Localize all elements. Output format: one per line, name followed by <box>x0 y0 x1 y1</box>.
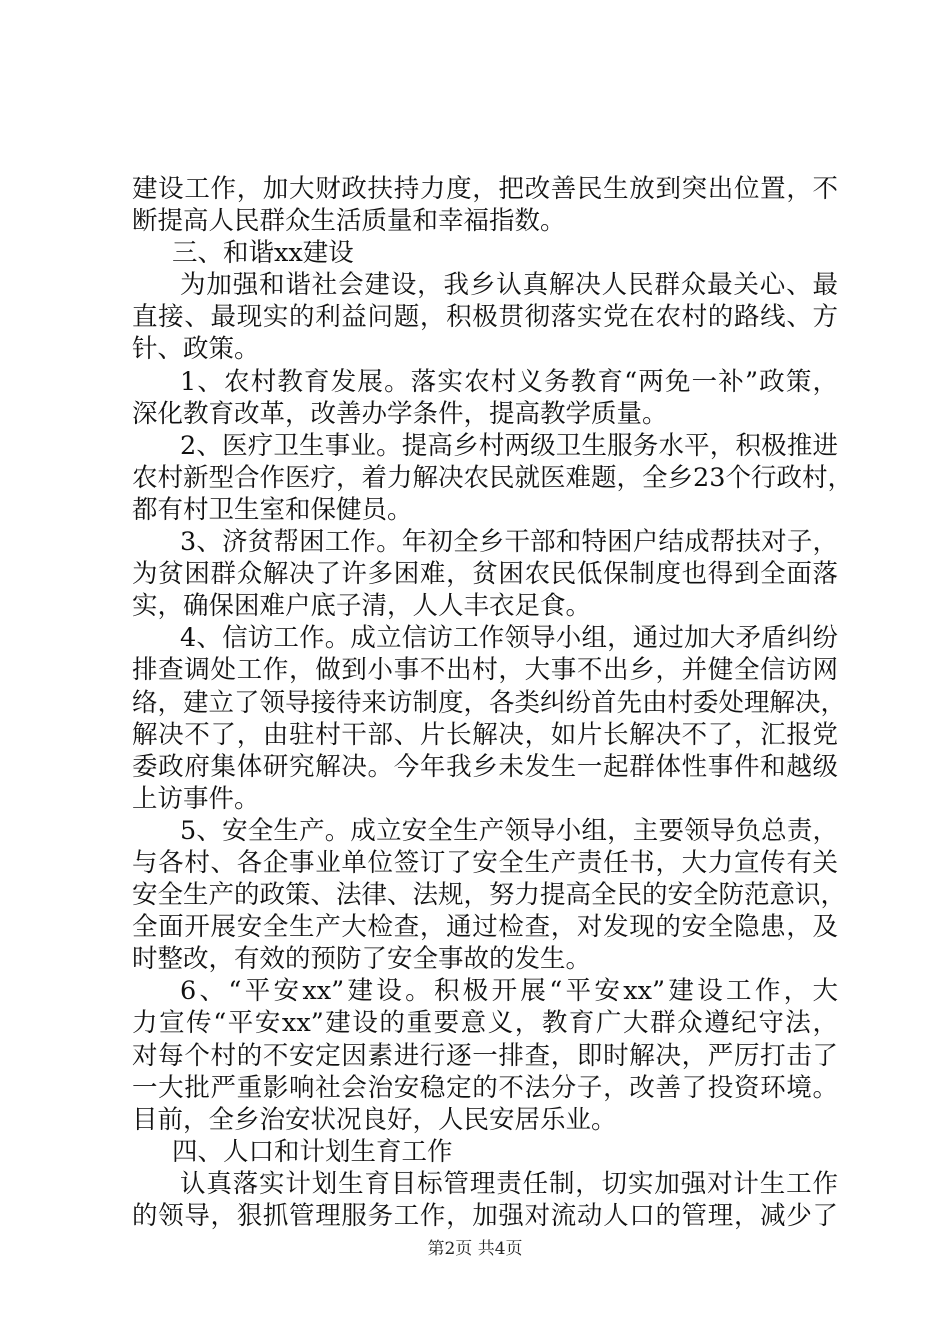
text-line: 三、和谐xx建设 <box>172 238 354 269</box>
text-line: 目前，全乡治安状况良好，人民安居乐业。 <box>132 1104 617 1135</box>
text-line: 全面开展安全生产大检查，通过检查，对发现的安全隐患，及 <box>132 912 838 943</box>
text-line: 上访事件。 <box>132 783 260 814</box>
text-line: 为贫困群众解决了许多困难，贫困农民低保制度也得到全面落 <box>132 559 838 590</box>
document-body <box>132 173 853 1232</box>
text-line: 解决不了，由驻村干部、片长解决，如片长解决不了，汇报党 <box>132 719 838 750</box>
text-line: 针、政策。 <box>132 334 260 365</box>
text-line: 断提高人民群众生活质量和幸福指数。 <box>132 206 566 237</box>
text-line: 对每个村的不安定因素进行逐一排查，即时解决，严厉打击了 <box>132 1040 838 1071</box>
text-line: 5、安全生产。成立安全生产领导小组，主要领导负总责， <box>180 815 838 846</box>
text-line: 认真落实计划生育目标管理责任制，切实加强对计生工作 <box>180 1168 838 1199</box>
text-line: 2、医疗卫生事业。提高乡村两级卫生服务水平，积极推进 <box>180 430 838 461</box>
text-line: 农村新型合作医疗，着力解决农民就医难题，全乡23个行政村， <box>132 462 853 493</box>
text-line: 四、人口和计划生育工作 <box>172 1136 453 1167</box>
text-line: 4、信访工作。成立信访工作领导小组，通过加大矛盾纠纷 <box>180 623 838 654</box>
text-line: 1、农村教育发展。落实农村义务教育“两免一补”政策， <box>180 366 838 397</box>
text-line: 直接、最现实的利益问题，积极贯彻落实党在农村的路线、方 <box>132 302 838 333</box>
text-line: 排查调处工作，做到小事不出村，大事不出乡，并健全信访网 <box>132 655 838 686</box>
text-line: 安全生产的政策、法律、法规，努力提高全民的安全防范意识， <box>132 880 847 911</box>
page-footer: 第2页 共4页 <box>427 1239 523 1259</box>
text-line: 时整改，有效的预防了安全事故的发生。 <box>132 944 592 975</box>
text-line: 深化教育改革，改善办学条件，提高教学质量。 <box>132 398 668 429</box>
text-line: 3、济贫帮困工作。年初全乡干部和特困户结成帮扶对子， <box>180 527 838 558</box>
text-line: 为加强和谐社会建设，我乡认真解决人民群众最关心、最 <box>180 270 838 301</box>
text-line: 都有村卫生室和保健员。 <box>132 494 413 525</box>
text-line: 力宣传“平安xx”建设的重要意义，教育广大群众遵纪守法， <box>132 1008 838 1039</box>
text-line: 与各村、各企事业单位签订了安全生产责任书，大力宣传有关 <box>132 847 838 878</box>
text-line: 委政府集体研究解决。今年我乡未发生一起群体性事件和越级 <box>132 751 838 782</box>
text-line: 6、“平安xx”建设。积极开展“平安xx”建设工作，大 <box>180 976 838 1007</box>
text-line: 建设工作，加大财政扶持力度，把改善民生放到突出位置，不 <box>132 174 838 204</box>
text-line: 络，建立了领导接待来访制度，各类纠纷首先由村委处理解决， <box>132 687 847 718</box>
text-line: 一大批严重影响社会治安稳定的不法分子，改善了投资环境。 <box>132 1072 838 1103</box>
text-line: 实，确保困难户底子清，人人丰衣足食。 <box>132 591 592 622</box>
text-line: 的领导，狠抓管理服务工作，加强对流动人口的管理，减少了 <box>132 1201 838 1231</box>
